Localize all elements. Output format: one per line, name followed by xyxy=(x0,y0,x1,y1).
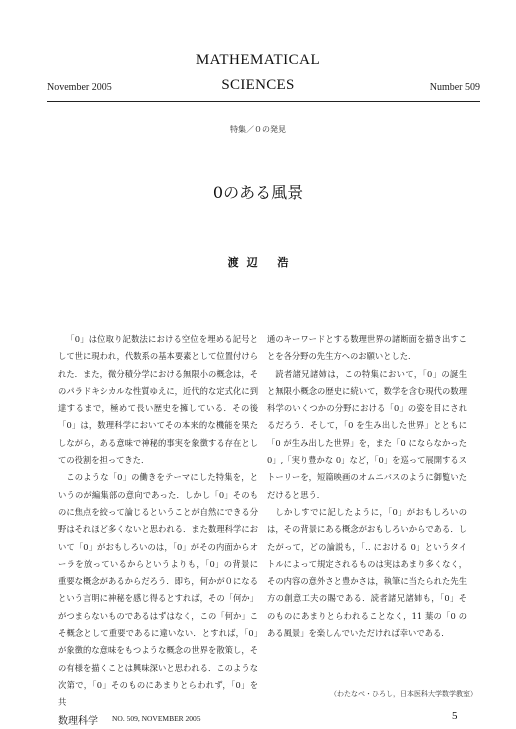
article-author: 渡辺 浩 xyxy=(227,256,297,269)
footer-issue: NO. 509, NOVEMBER 2005 xyxy=(112,714,201,723)
left-column xyxy=(58,331,258,712)
masthead-rule xyxy=(47,101,480,102)
left-paragraph: このような「0」の働きをテーマにした特集を，というのが編集部の意向であった．しかし「0」そのものに焦点を絞って論じるということが自然にできる分野はそれほど多くないと思われる．また数理科学において「0」がおもしろいのは，「0」がその内面からオーラを放っているからというよりも，「0」の背景に重要な概念があるからだろう．即ち，何かが０になるという言明に神秘を感じ得るとすれば，その「何か」がつまらないものであるはずはなく，この「何か」こそ概念として重要であるに違いない．とすれば，「0」が象徴的な意味をもつような概念の世界を散策し，その有様を描くことは興味深いと思われる．このような次第で，「0」そのものにあまりとらわれず，「0」を共 xyxy=(58,472,258,708)
author-affiliation: （わたなべ・ひろし，日本医科大学数学教室） xyxy=(330,690,477,698)
right-paragraph: 通のキーワードとする数理世界の諸断面を描き出すことを各分野の先生方へのお願いとした． xyxy=(267,334,467,362)
left-paragraph: 「0」は位取り記数法における空位を埋める記号として世に現われ，代数系の基本要素として位置付けられた．また，微分積分学における無限小の概念は，そのパラドキシカルな性質ゆえに，近代的な定式化に到達するまで，極めて長い歴史を擁している．その後「0」は，数理科学においてその本来的な機能を果たしながら，ある意味で神秘的事実を象徴する存在としての役割を担ってきた． xyxy=(58,334,258,466)
feature-kicker: 特集／０の発見 xyxy=(230,125,286,134)
right-paragraph: しかしすでに記したように，「0」がおもしろいのは，その背景にある概念がおもしろいからである．したがって，どの論説も，「‥ における 0」というタイトルによって規定されるものは実はあまり多くなく，その内容の意外さと豊かさは，執筆に当たられた先生方の創意工夫の賜である．読者諸兄諸姉も，「0」そのものにあまりとらわれることなく，11 葉の「0 のある風景」を楽しんでいただければ幸いである． xyxy=(267,506,467,639)
masthead-title-line1: MATHEMATICAL xyxy=(195,52,321,68)
right-column xyxy=(267,331,467,642)
article-title: 0のある風景 xyxy=(212,183,304,202)
masthead-date: November 2005 xyxy=(47,82,112,93)
page-number: 5 xyxy=(452,710,458,722)
footer-journal-name: 数理科学 xyxy=(58,716,98,727)
right-paragraph: 読者諸兄諸姉は，この特集において，「0」の誕生と無限小概念の歴史に続いて，数学を含む現代の数理科学のいくつかの分野における「0」の姿を目にされるだろう．そして，「0 を生み出した世界」とともに「0 が生み出した世界」を，また「0 にならなかった 0」,「実り豊かな 0」など，「0」を巡って展開するストーリーを，短篇映画のオムニバスのように御覧いただけると思う． xyxy=(267,368,467,500)
masthead-title-line2: SCIENCES xyxy=(221,77,295,93)
masthead-number: Number 509 xyxy=(429,82,480,93)
